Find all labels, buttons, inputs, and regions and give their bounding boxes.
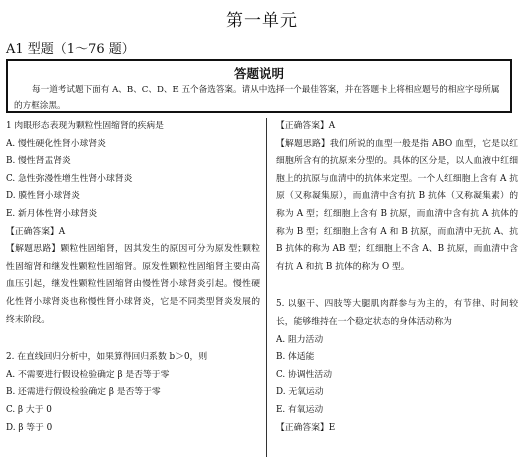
question-1-option-a: A. 慢性硬化性肾小球肾炎 [6, 138, 106, 149]
question-1-analysis: 【解题思路】颗粒性固缩肾，因其发生的原因可分为原发性颗粒性固缩肾和继发性颗粒性固缩肾。原发性颗粒性固缩肾主要由高血压引起，继发性颗粒性固缩肾由慢性肾小球肾炎引起。慢性硬化性肾小球肾炎也称慢性肾小球肾炎，它是不同类型肾炎发展的终末阶段。 [6, 244, 260, 325]
instructions-body: 每一道考试题下面有 A、B、C、D、E 五个备选答案。请从中选择一个最佳答案，并在答题卡上将相应题号的相应字母所属的方框涂黑。 [14, 85, 500, 111]
instructions-box [6, 59, 512, 113]
question-1-answer: 【正确答案】A [6, 226, 66, 237]
previous-question-analysis: 【解题思路】我们所说的血型一般是指 ABO 血型，它是以红细胞所含有的抗原来分型的。具体的区分是，以人血液中红细胞上的抗原与血清中的抗体来定型。一个人红细胞上含有 A 抗原（又称凝集原），而血清中含有抗 B 抗体（又称凝集素）的称为 A 型；红细胞上含有 B 抗原，而血清中含有抗 A 抗体的称为 B 型；红细胞上含有 A 和 B 抗原，而血清中无抗 A、抗 B 抗体的称为 AB 型；红细胞上不含 A、B 抗原，而血清中含有抗 A 和抗 B 抗体的称为 O 型。 [276, 138, 518, 272]
question-5-option-c: C. 协调性活动 [276, 369, 332, 380]
question-2-option-c: C. β 大于 0 [6, 404, 52, 415]
question-1-stem: 1 肉眼形态表现为颗粒性固缩肾的疾病是 [6, 121, 164, 131]
page-title: 第一单元 [226, 11, 298, 31]
left-column [6, 118, 266, 437]
section-title: A1 型题（1～76 题） [6, 42, 135, 57]
question-5-stem: 5. 以躯干、四肢等大腿肌肉群参与为主的，有节律、时间较长，能够维持在一个稳定状态的身体活动称为 [276, 299, 518, 327]
question-5-option-d: D. 无氧运动 [276, 387, 324, 398]
question-1-option-c: C. 急性弥漫性增生性肾小球肾炎 [6, 173, 133, 184]
question-5-option-a: A. 阻力活动 [276, 334, 324, 345]
column-divider [266, 118, 267, 457]
question-1-option-b: B. 慢性肾盂肾炎 [6, 156, 71, 167]
question-5-answer: 【正确答案】E [276, 422, 336, 433]
question-2-option-a: A. 不需要进行假设检验确定 β 是否等于零 [6, 369, 170, 380]
question-2-option-b: B. 还需进行假设检验确定 β 是否等于零 [6, 387, 161, 398]
right-column [270, 118, 518, 437]
question-2-stem: 2. 在直线回归分析中，如果算得回归系数 b＞0，则 [6, 352, 208, 363]
question-1-option-d: D. 膜性肾小球肾炎 [6, 191, 80, 202]
question-5-option-e: E. 有氧运动 [276, 404, 324, 415]
question-5-option-b: B. 体适能 [276, 352, 315, 363]
question-1-option-e: E. 新月体性肾小球肾炎 [6, 208, 98, 219]
previous-question-answer: 【正确答案】A [276, 121, 336, 131]
instructions-heading: 答题说明 [233, 66, 284, 81]
question-2-option-d: D. β 等于 0 [6, 422, 53, 433]
